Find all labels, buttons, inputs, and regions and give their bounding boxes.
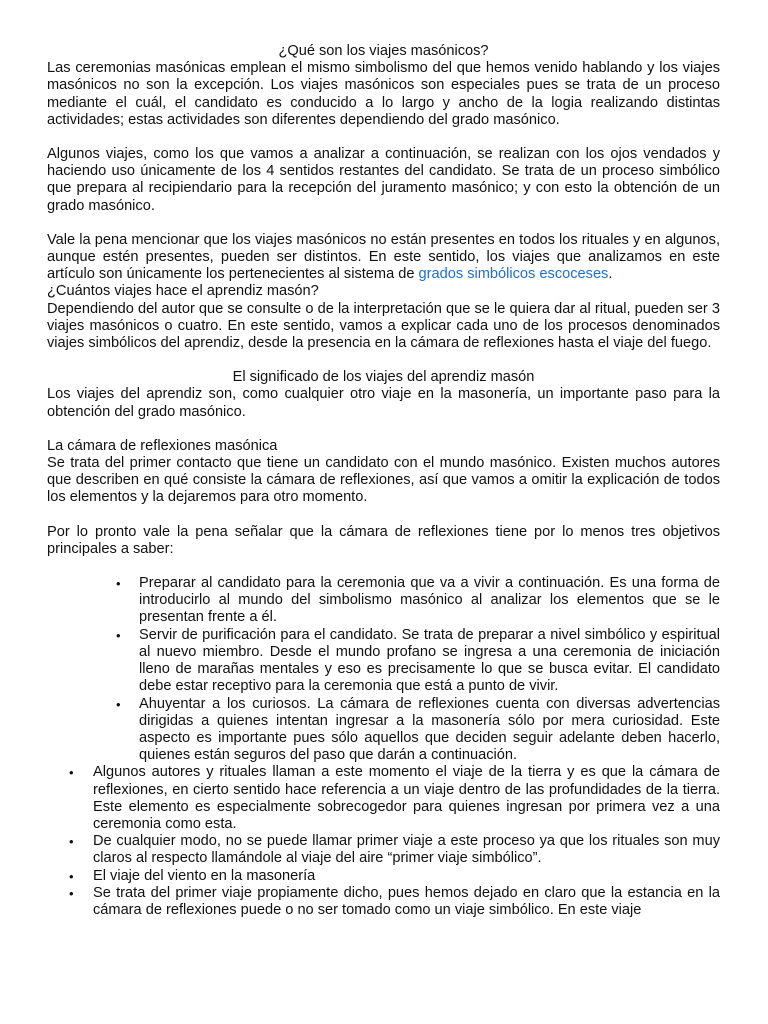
heading-camara: La cámara de reflexiones masónica <box>47 437 278 454</box>
paragraph-intro: Las ceremonias masónicas emplean el mismo simbolismo del que hemos venido hablando y los viajes masónicos no son la excepción. Los viajes masónicos son especiales pues se trata de un proceso mediante el cuál, el candidato es conducido a lo largo y ancho de la logia realizando distintas actividades; estas actividades son diferentes dependiendo del grado masónico. <box>47 60 720 128</box>
bullet-icon: • <box>116 627 121 643</box>
paragraph-rituales-end: . <box>608 266 613 283</box>
list-item <box>69 833 720 867</box>
list-item <box>116 626 720 696</box>
bullet-icon: • <box>116 696 121 712</box>
grados-simbolicos-link[interactable]: grados simbólicos escoceses <box>418 266 609 283</box>
paragraph-rituales <box>47 232 720 284</box>
document-page <box>47 43 720 919</box>
list-item <box>69 764 720 833</box>
paragraph-rituales-text: Vale la pena mencionar que los viajes masónicos no están presentes en todos los rituales y en algunos, aunque estén presentes, pueden ser distintos. En este sentido, los viajes que analizamos en este artículo son únicamente los pertenecientes al sistema de <box>47 231 720 283</box>
list-item-text: Ahuyentar a los curiosos. La cámara de reflexiones cuenta con diversas advertencias dirigidas a quienes intentan ingresar a la masonería sólo por mera curiosidad. Este aspecto es importante pues sólo aquellos que deciden seguir adelante deben hacerlo, quienes están seguros del paso que darán a continuación. <box>139 695 720 764</box>
paragraph-primer-contacto: Se trata del primer contacto que tiene un candidato con el mundo masónico. Existen muchos autores que describen en qué consiste la cámara de reflexiones, así que vamos a omitir la explicación de todos los elementos y la dejaremos para otro momento. <box>47 455 720 506</box>
bullet-icon: • <box>116 576 121 592</box>
paragraph-ojos-vendados: Algunos viajes, como los que vamos a analizar a continuación, se realizan con los ojos vendados y haciendo uso únicamente de los 4 sentidos restantes del candidato. Se trata de un proceso simbólico que prepara al recipiendario para la recepción del juramento masónico; y con esto la obtención de un grado masónico. <box>47 146 720 214</box>
bullet-icon: • <box>69 868 74 884</box>
bullet-icon: • <box>69 834 74 850</box>
heading-cuantos-viajes: ¿Cuántos viajes hace el aprendiz masón? <box>47 283 319 300</box>
list-item <box>116 575 720 627</box>
bullet-icon: • <box>69 765 74 781</box>
list-item-text: Preparar al candidato para la ceremonia que va a vivir a continuación. Es una forma de introducirlo al mundo del simbolismo masónico al analizar los elementos que se le presentan frente a él. <box>139 575 720 626</box>
list-item-text: De cualquier modo, no se puede llamar primer viaje a este proceso ya que los rituales son muy claros al respecto llamándole al viaje del aire “primer viaje simbólico”. <box>93 833 720 867</box>
bullet-icon: • <box>69 885 74 901</box>
list-item-text: Se trata del primer viaje propiamente dicho, pues hemos dejado en claro que la estancia en la cámara de reflexiones puede o no ser tomado como un viaje simbólico. En este viaje <box>93 884 720 918</box>
paragraph-aprendiz: Los viajes del aprendiz son, como cualquier otro viaje en la masonería, un importante paso para la obtención del grado masónico. <box>47 386 720 420</box>
viajes-list <box>47 764 720 919</box>
objetivos-list <box>47 575 720 764</box>
list-item-text: Servir de purificación para el candidato. Se trata de preparar a nivel simbólico y espiritual al nuevo miembro. Desde el mundo profano se ingresa a una ceremonia de iniciación lleno de marañas mentales y eso es precisamente lo que se busca evitar. El candidato debe estar receptivo para la ceremonia que está a punto de vivir. <box>139 626 720 695</box>
section-title-viajes: ¿Qué son los viajes masónicos? <box>278 43 489 59</box>
paragraph-objetivos: Por lo pronto vale la pena señalar que la cámara de reflexiones tiene por lo menos tres objetivos principales a saber: <box>47 523 720 557</box>
list-item <box>116 695 720 765</box>
list-item-text: Algunos autores y rituales llaman a este momento el viaje de la tierra y es que la cámara de reflexiones, en cierto sentido hace referencia a un viaje dentro de las profundidades de la tierra. Este elemento es especialmente sobrecogedor para quienes ingresan por primera vez a una ceremonia como esta. <box>93 764 720 832</box>
list-item <box>69 884 720 919</box>
paragraph-autor: Dependiendo del autor que se consulte o de la interpretación que se le quiera dar al ritual, pueden ser 3 viajes masónicos o cuatro. En este sentido, vamos a explicar cada uno de los procesos denominados viajes simbólicos del aprendiz, desde la presencia en la cámara de reflexiones hasta el viaje del fuego. <box>47 300 720 352</box>
section-title-significado: El significado de los viajes del aprendiz masón <box>232 369 535 386</box>
list-item <box>69 867 720 885</box>
list-item-text: El viaje del viento en la masonería <box>93 867 316 884</box>
